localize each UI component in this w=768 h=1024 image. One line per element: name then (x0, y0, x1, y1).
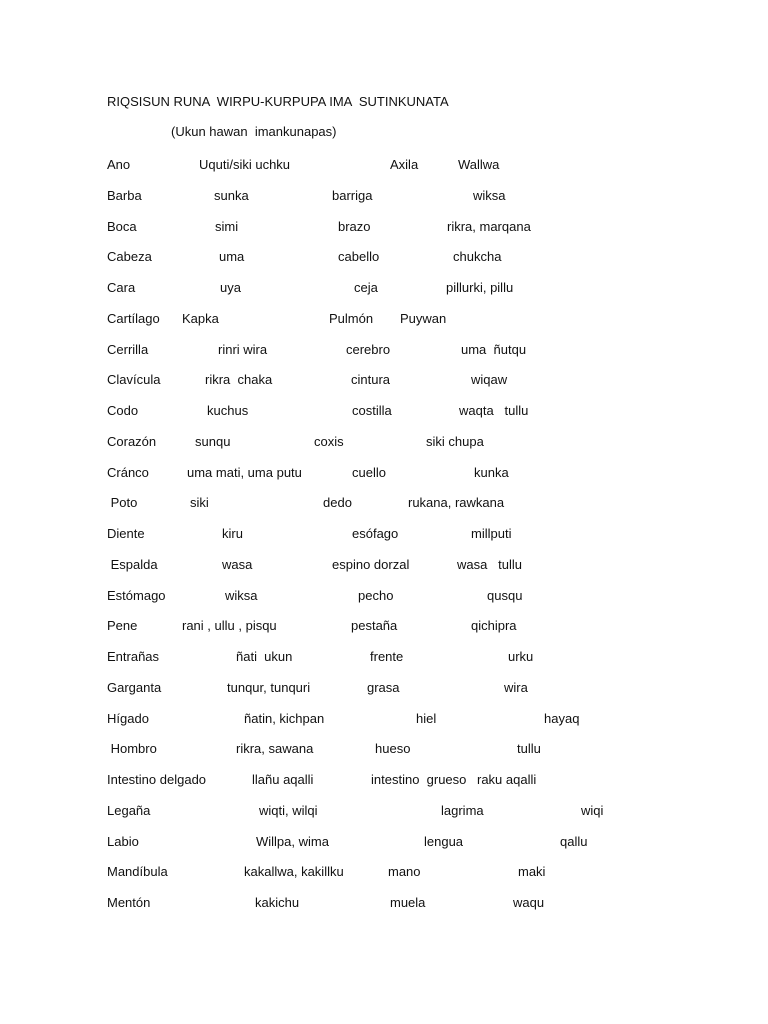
term-es: Cartílago (107, 311, 160, 326)
term-es: Entrañas (107, 649, 160, 664)
term-es-2: cintura (351, 372, 391, 387)
term-qu: Willpa, wima (256, 834, 329, 849)
term-es-2: hiel (416, 711, 437, 726)
term-qu-2: chukcha (453, 249, 502, 264)
term-es: Ano (107, 157, 131, 172)
vocabulary-row (0, 310, 768, 328)
term-es-2: dedo (323, 495, 352, 510)
term-qu: uma (219, 249, 245, 264)
term-qu-2: urku (508, 649, 534, 664)
term-qu: sunqu (195, 434, 231, 449)
term-es: Cabeza (107, 249, 152, 264)
vocabulary-row (0, 371, 768, 389)
term-qu-2: millputi (471, 526, 512, 541)
term-qu: rinri wira (218, 342, 268, 357)
term-es-2: lagrima (441, 803, 484, 818)
term-es-2: Axila (390, 157, 419, 172)
term-qu: wiqti, wilqi (259, 803, 318, 818)
term-qu: kakichu (255, 895, 300, 910)
vocabulary-row (0, 833, 768, 851)
vocabulary-row (0, 617, 768, 635)
vocabulary-row (0, 525, 768, 543)
term-qu: sunka (214, 188, 249, 203)
term-qu-2: maki (518, 864, 546, 879)
term-es: Hígado (107, 711, 149, 726)
term-qu-2: uma ñutqu (461, 342, 527, 357)
term-qu: ñatin, kichpan (244, 711, 325, 726)
vocabulary-row (0, 648, 768, 666)
term-es-2: brazo (338, 219, 371, 234)
vocabulary-row (0, 279, 768, 297)
term-es: Cerrilla (107, 342, 149, 357)
vocabulary-row (0, 710, 768, 728)
term-qu: rani , ullu , pisqu (182, 618, 277, 633)
term-qu: rikra chaka (205, 372, 273, 387)
vocabulary-row (0, 402, 768, 420)
vocabulary-row (0, 894, 768, 912)
term-qu-2: qusqu (487, 588, 523, 603)
term-es-2: costilla (352, 403, 392, 418)
term-es: Diente (107, 526, 145, 541)
term-qu: simi (215, 219, 239, 234)
term-es-2: barriga (332, 188, 373, 203)
term-qu: wiksa (225, 588, 258, 603)
term-es: Labio (107, 834, 139, 849)
document-subtitle: (Ukun hawan imankunapas) (171, 124, 337, 139)
term-qu: wasa (222, 557, 253, 572)
term-es-2: coxis (314, 434, 344, 449)
term-qu-2: Puywan (400, 311, 447, 326)
term-es: Hombro (107, 741, 157, 756)
term-es: Cránco (107, 465, 149, 480)
term-es-2: pestaña (351, 618, 398, 633)
term-qu-2: hayaq (544, 711, 580, 726)
term-qu-2: rikra, marqana (447, 219, 531, 234)
vocabulary-row (0, 740, 768, 758)
term-es-2: lengua (424, 834, 464, 849)
term-qu: uya (220, 280, 241, 295)
term-qu-2: waqta tullu (459, 403, 529, 418)
term-es-2: intestino grueso (371, 772, 467, 787)
term-es-2: pecho (358, 588, 394, 603)
term-es-2: mano (388, 864, 421, 879)
term-qu-2: wira (504, 680, 528, 695)
term-es: Corazón (107, 434, 157, 449)
vocabulary-row (0, 156, 768, 174)
term-es-2: hueso (375, 741, 411, 756)
term-es-2: ceja (354, 280, 378, 295)
vocabulary-row (0, 556, 768, 574)
vocabulary-row (0, 587, 768, 605)
vocabulary-row (0, 218, 768, 236)
vocabulary-row (0, 679, 768, 697)
vocabulary-row (0, 248, 768, 266)
term-es-2: frente (370, 649, 404, 664)
term-qu: kiru (222, 526, 243, 541)
term-es-2: grasa (367, 680, 400, 695)
vocabulary-row (0, 433, 768, 451)
term-qu: uma mati, uma putu (187, 465, 302, 480)
term-qu-2: rukana, rawkana (408, 495, 505, 510)
term-qu: rikra, sawana (236, 741, 314, 756)
vocabulary-row (0, 464, 768, 482)
term-es: Poto (107, 495, 138, 510)
term-es: Garganta (107, 680, 162, 695)
vocabulary-row (0, 187, 768, 205)
term-qu-2: wasa tullu (457, 557, 523, 572)
term-qu-2: waqu (513, 895, 545, 910)
term-es: Cara (107, 280, 136, 295)
term-qu: ñati ukun (236, 649, 293, 664)
term-es-2: muela (390, 895, 426, 910)
vocabulary-row (0, 863, 768, 881)
term-qu-2: kunka (474, 465, 509, 480)
term-es-2: Pulmón (329, 311, 374, 326)
term-es-2: cerebro (346, 342, 391, 357)
term-qu-2: wiksa (473, 188, 506, 203)
term-qu: llañu aqalli (252, 772, 314, 787)
term-es: Codo (107, 403, 139, 418)
term-qu: siki (190, 495, 209, 510)
term-qu: Uquti/siki uchku (199, 157, 291, 172)
term-es-2: cuello (352, 465, 386, 480)
term-es: Boca (107, 219, 137, 234)
term-es: Legaña (107, 803, 151, 818)
term-es: Pene (107, 618, 138, 633)
term-es: Mentón (107, 895, 151, 910)
term-qu-2: Wallwa (458, 157, 500, 172)
term-es: Mandíbula (107, 864, 168, 879)
term-qu-2: qichipra (471, 618, 517, 633)
term-qu-2: raku aqalli (477, 772, 537, 787)
term-qu-2: wiqi (581, 803, 604, 818)
term-es-2: espino dorzal (332, 557, 410, 572)
term-es-2: cabello (338, 249, 380, 264)
term-es: Espalda (107, 557, 158, 572)
vocabulary-row (0, 771, 768, 789)
term-qu-2: siki chupa (426, 434, 484, 449)
term-qu: tunqur, tunquri (227, 680, 311, 695)
term-qu-2: pillurki, pillu (446, 280, 514, 295)
term-qu: kuchus (207, 403, 249, 418)
term-qu-2: tullu (517, 741, 541, 756)
term-qu: kakallwa, kakillku (244, 864, 344, 879)
document-title: RIQSISUN RUNA WIRPU-KURPUPA IMA SUTINKUNATA (107, 94, 449, 109)
term-es-2: esófago (352, 526, 399, 541)
term-qu-2: wiqaw (471, 372, 508, 387)
term-es: Intestino delgado (107, 772, 207, 787)
vocabulary-row (0, 802, 768, 820)
vocabulary-row (0, 341, 768, 359)
term-qu: Kapka (182, 311, 219, 326)
term-es: Clavícula (107, 372, 161, 387)
term-es: Barba (107, 188, 142, 203)
term-qu-2: qallu (560, 834, 588, 849)
vocabulary-row (0, 494, 768, 512)
term-es: Estómago (107, 588, 166, 603)
